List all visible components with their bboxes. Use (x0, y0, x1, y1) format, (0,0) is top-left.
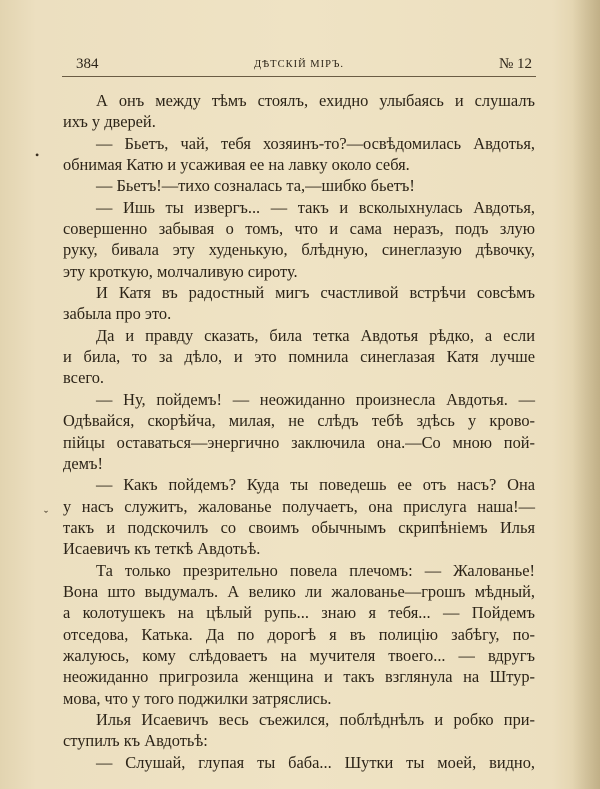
text-line: а колотушекъ на цѣлый рупь... знаю я тебя... — Пойдемъ (63, 603, 535, 623)
text-line: — Слушай, глупая ты баба... Шутки ты моей, видно, (96, 752, 535, 772)
text-line: — Ну, пойдемъ! — неожиданно произнесла Авдотья. — (96, 389, 535, 409)
text-line: эту кроткую, молчаливую сироту. (63, 261, 298, 281)
text-line: ихъ у дверей. (63, 112, 156, 132)
text-line: — Бьетъ!—тихо созналась та,—шибко бьетъ! (96, 176, 415, 196)
text-line: Одѣвайся, скорѣйча, милая, не слѣдъ тебѣ здѣсь у крово- (63, 411, 535, 431)
text-line: демъ! (63, 453, 103, 473)
text-line: Вона што выдумалъ. А велико ли жалованье—грошъ мѣдный, (63, 581, 535, 601)
text-line: — Ишь ты извергъ... — такъ и всколыхнулась Авдотья, (96, 197, 535, 217)
text-line: Да и правду сказать, била тетка Авдотья рѣдко, а если (96, 325, 535, 345)
text-line: Та только презрительно повела плечомъ: — Жалованье! (96, 560, 535, 580)
text-line: жалуюсь, кому слѣдоваетъ на мучителя твоего... — вдругъ (63, 645, 535, 665)
text-line: неожиданно пригрозила женщина и такъ взглянула на Штур- (63, 667, 535, 687)
text-line: совершенно забывая о томъ, что и сама неразъ, подъ злую (63, 219, 535, 239)
text-line: Исаевичъ къ теткѣ Авдотьѣ. (63, 539, 261, 559)
text-line: ступилъ къ Авдотьѣ: (63, 731, 208, 751)
page-number: 384 (76, 56, 99, 72)
text-line: у насъ служитъ, жалованье получаетъ, она прислуга наша!— (63, 496, 535, 516)
text-line: обнимая Катю и усаживая ее на лавку около себя. (63, 155, 410, 175)
text-line: руку, бивала эту худенькую, блѣдную, синеглазую дѣвочку, (63, 240, 535, 260)
text-line: И Катя въ радостный мигъ счастливой встрѣчи совсѣмъ (96, 283, 535, 303)
text-line: забыла про это. (63, 304, 172, 324)
text-line: — Какъ пойдемъ? Куда ты поведешь ее отъ насъ? Она (96, 475, 535, 495)
text-line: мова, что у того поджилки затряслись. (63, 688, 332, 708)
text-line: А онъ между тѣмъ стоялъ, ехидно улыбаясь и слушалъ (96, 91, 535, 110)
text-line: всего. (63, 368, 105, 388)
page-edge-shadow (572, 0, 600, 789)
text-line: Илья Исаевичъ весь съежился, поблѣднѣлъ и робко при- (96, 709, 535, 729)
text-line: — Бьетъ, чай, тебя хозяинъ-то?—освѣдомилась Авдотья, (96, 133, 535, 153)
text-line: отседова, Катька. Да по дорогѣ я въ полицію забѣгу, по- (63, 624, 535, 644)
margin-mark: ˇ (44, 508, 48, 522)
running-title: ДѢТСКІЙ МІРЪ. (253, 59, 345, 70)
text-line: такъ и подскочилъ со своимъ обычнымъ скрипѣніемъ Илья (63, 517, 535, 537)
page-header (62, 56, 536, 77)
body-text (63, 90, 535, 773)
text-line: и била, то за дѣло, и это помнила синеглазая Катя лучше (63, 347, 535, 367)
text-line: пійцы оставаться—энергично заключила она.—Со мною пой- (63, 432, 535, 452)
issue-number: № 12 (498, 56, 532, 72)
margin-dot-mark: • (35, 148, 40, 162)
